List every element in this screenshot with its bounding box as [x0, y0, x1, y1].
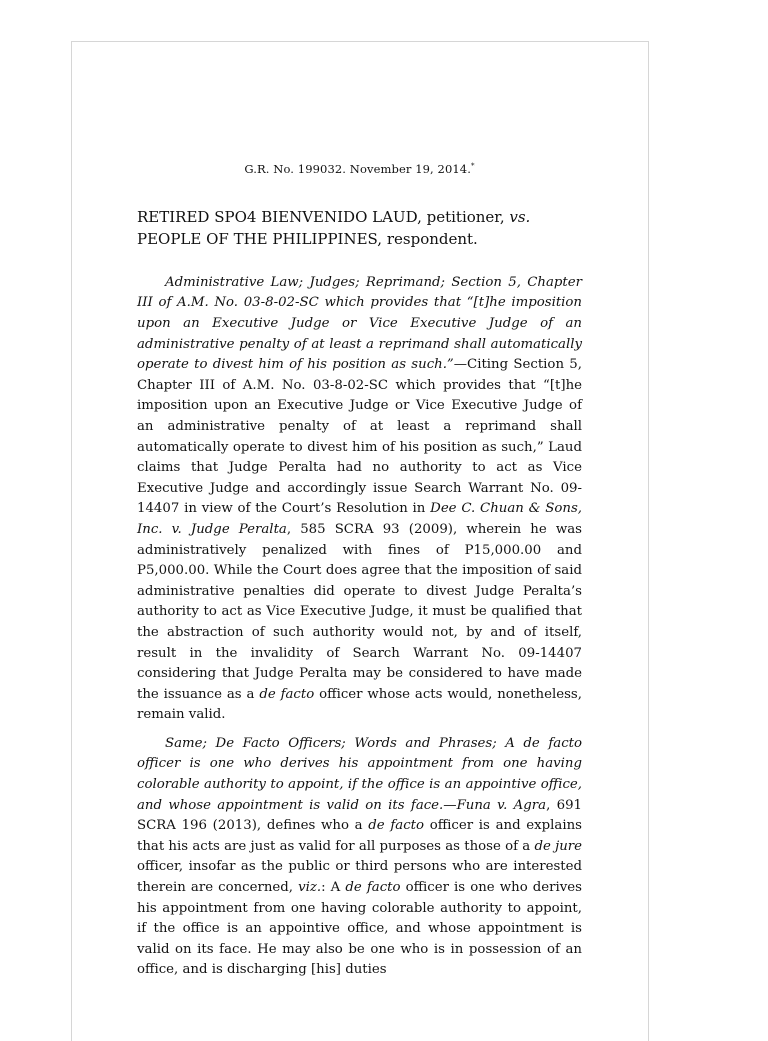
syllabus-1-body-1: —Citing Section 5, Chapter III of A.M. No. 03-8-02-SC which provides that “[t]he imposition upon an Executive Judge or Vice Executive Judge of an administrative penalty of at least a reprimand shall automatically operate to divest him of his position as such,” Laud claims that Judge Peralta had no authority to act as Vice Executive Judge and accordingly issue Search Warrant No. 09-14407 in view of the Court’s Resolution in	[137, 357, 582, 517]
petitioner-name: RETIRED SPO4 BIENVENIDO LAUD,	[137, 207, 422, 226]
respondent-name: PEOPLE OF THE PHILIPPINES,	[137, 229, 383, 248]
syllabus-paragraph-1	[137, 273, 582, 726]
docket-text: G.R. No. 199032. November 19, 2014.	[244, 161, 471, 176]
versus: vs.	[509, 207, 531, 226]
syllabus-2-keywords: Same; De Facto Officers; Words and Phrases; A de facto officer is one who derives his appointment from one having colorable authority to appoint, if the office is an appointive office, and whose appointment is valid on its face.—Funa v. Agra	[137, 735, 582, 813]
syllabus-2-term-1: de facto	[368, 818, 425, 834]
syllabus-2-body-1: , 691 SCRA 196 (2013), defines who a	[137, 797, 582, 834]
petitioner-role: petitioner,	[421, 207, 510, 226]
syllabus-1-keywords: Administrative Law; Judges; Reprimand; Section 5, Chapter III of A.M. No. 03-8-02-SC which provides that “[t]he imposition upon an Executive Judge or Vice Executive Judge of an administrative penalty of at least a reprimand shall automatically operate to divest him of his position as such.”	[137, 274, 582, 373]
syllabus-2-body-5: officer is one who derives his appointment from one having colorable authority to appoint, if the office is an appointive office, and whose appointment is valid on its face. He may also be one who is in possession of an office, and is discharging [his] duties	[137, 880, 582, 978]
syllabus-2-body-4: : A	[321, 880, 346, 896]
syllabus-1-body-3: officer whose acts would, nonetheless, remain valid.	[137, 686, 582, 723]
syllabus-paragraph-2	[137, 734, 582, 981]
respondent-role: respondent.	[382, 229, 478, 248]
syllabus-2-body-3: officer, insofar as the public or third persons who are interested therein are concerned,	[137, 859, 582, 896]
syllabus-2-viz: viz.	[298, 880, 322, 896]
syllabus-2-body-2: officer is and explains that his acts are just as valid for all purposes as those of a	[137, 818, 582, 854]
footnote-mark: *	[470, 162, 475, 170]
syllabus-2-term-3: de facto	[345, 880, 401, 896]
syllabus-1-case: Dee C. Chuan & Sons, Inc. v. Judge Peralta	[137, 501, 582, 537]
docket-line	[137, 158, 582, 177]
case-parties	[137, 206, 582, 250]
syllabus-1-term: de facto	[259, 686, 315, 702]
syllabus-1-body-2: , 585 SCRA 93 (2009), wherein he was administratively penalized with fines of P15,000.00 and P5,000.00. While the Court does agree that the imposition of said administrative penalties did operate to divest Judge Peralta’s authority to act as Vice Executive Judge, it must be qualified that the abstraction of such authority would not, by and of itself, result in the invalidity of Search Warrant No. 09-14407 considering that Judge Peralta may be considered to have made the issuance as a	[137, 521, 582, 702]
document-content	[137, 158, 582, 989]
syllabus-2-term-2: de jure	[534, 838, 582, 854]
